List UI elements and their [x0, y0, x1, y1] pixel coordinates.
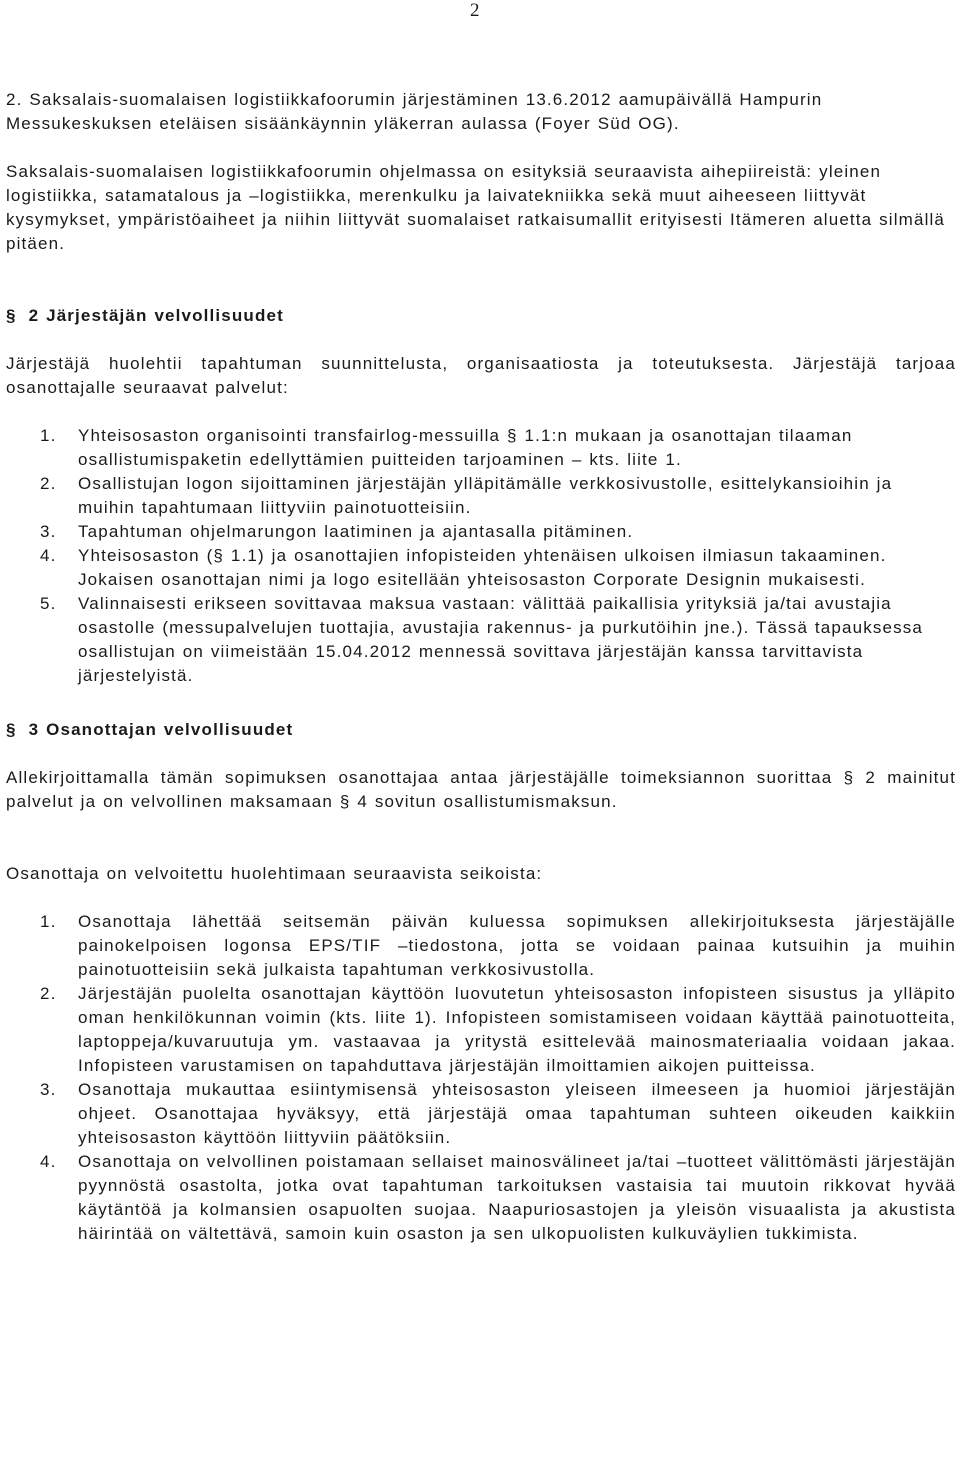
page-number: 2: [470, 0, 480, 21]
list-item-number: 1.: [40, 912, 57, 931]
list-item-number: 2.: [40, 984, 57, 1003]
list-item: [40, 424, 956, 472]
list-item-text: Yhteisosaston organisointi transfairlog-messuilla § 1.1:n mukaan ja osanottajan tilaaman osallistumispaketin edellyttämien puitteiden tarjoaminen – kts. liite 1.: [78, 426, 853, 469]
organizer-duties-list: [6, 424, 956, 688]
list-item-text: Osanottaja mukauttaa esiintymisensä yhteisosaston yleiseen ilmeeseen ja huomioi järjestäjän ohjeet. Osanottajaa hyväksyy, että järjestäjä omaa tapahtuman suhteen oikeuden kaikkiin yhteisosaston käyttöön liittyviin päätöksiin.: [78, 1080, 956, 1147]
section-mark: §: [6, 306, 17, 325]
section-2-intro: Järjestäjä huolehtii tapahtuman suunnittelusta, organisaatiosta ja toteutuksesta. Järjestäjä tarjoaa osanottajalle seuraavat palvelut:: [6, 354, 956, 397]
section-mark: §: [6, 720, 17, 739]
intro-paragraph: Saksalais-suomalaisen logistiikkafoorumin ohjelmassa on esityksiä seuraavista aihepiireistä: yleinen logistiikka, satamatalous ja –logistiikka, merenkulku ja laivatekniikka sekä muut aiheeseen liittyvät kysymykset, ympäristöaiheet ja niihin liittyvät suomalaiset ratkaisumallit erityisesti Itämeren aluetta silmällä pitäen.: [6, 162, 946, 253]
obligations-intro: Osanottaja on velvoitettu huolehtimaan seuraavista seikoista:: [6, 864, 543, 883]
list-item: [40, 910, 956, 982]
list-item: [40, 520, 956, 544]
participant-obligations-list: [6, 910, 956, 1246]
list-item-number: 2.: [40, 474, 57, 493]
list-item-number: 3.: [40, 1080, 57, 1099]
list-item: [40, 1150, 956, 1246]
list-item-number: 3.: [40, 522, 57, 541]
list-item-text: Osanottaja lähettää seitsemän päivän kuluessa sopimuksen allekirjoituksesta järjestäjälle painokelpoisen logonsa EPS/TIF –tiedostona, jotta se voidaan painaa kutsuihin ja muihin painotuotteisiin sekä julkaista tapahtuman verkkosivustolla.: [78, 912, 956, 979]
list-item: [40, 472, 956, 520]
section-3-paragraph: Allekirjoittamalla tämän sopimuksen osanottajaa antaa järjestäjälle toimeksiannon suorittaa § 2 mainitut palvelut ja on velvollinen maksamaan § 4 sovitun osallistumismaksun.: [6, 768, 956, 811]
list-item-number: 4.: [40, 546, 57, 565]
list-item-number: 5.: [40, 594, 57, 613]
list-item: [40, 592, 956, 688]
section-3-title: 3 Osanottajan velvollisuudet: [28, 720, 294, 739]
list-item: [40, 982, 956, 1078]
list-item-number: 4.: [40, 1152, 57, 1171]
list-item-text: Osanottaja on velvollinen poistamaan sellaiset mainosvälineet ja/tai –tuotteet välittömästi järjestäjän pyynnöstä osastolta, jotka ovat tapahtuman tarkoituksen vastaisia tai muutoin rikkovat hyvää käytäntöä ja kolmansien osapuolten suojaa. Naapuriosastojen ja yleisön visuaalista ja akustista häirintää on vältettävä, samoin kuin osaston ja sen ulkopuolisten kulkuväylien tukkimista.: [78, 1152, 956, 1243]
intro-title: 2. Saksalais-suomalaisen logistiikkafoorumin järjestäminen 13.6.2012 aamupäivällä Hampurin Messukeskuksen eteläisen sisäänkäynnin yläkerran aulassa (Foyer Süd OG).: [6, 90, 823, 133]
section-2-heading: [6, 304, 956, 328]
section-3-heading: [6, 718, 956, 742]
list-item-text: Tapahtuman ohjelmarungon laatiminen ja ajantasalla pitäminen.: [78, 522, 634, 541]
section-2-title: 2 Järjestäjän velvollisuudet: [28, 306, 284, 325]
document-body: [6, 88, 956, 1246]
list-item-text: Osallistujan logon sijoittaminen järjestäjän ylläpitämälle verkkosivustolle, esittelykansioihin ja muihin tapahtumaan liittyviin painotuotteisiin.: [78, 474, 893, 517]
list-item: [40, 1078, 956, 1150]
list-item-text: Yhteisosaston (§ 1.1) ja osanottajien infopisteiden yhtenäisen ulkoisen ilmiasun takaaminen. Jokaisen osanottajan nimi ja logo esitellään yhteisosaston Corporate Designin mukaisesti.: [78, 546, 887, 589]
list-item: [40, 544, 956, 592]
list-item-text: Järjestäjän puolelta osanottajan käyttöön luovutetun yhteisosaston infopisteen sisustus ja ylläpito oman henkilökunnan voimin (kts. liite 1). Infopisteen somistamiseen voidaan käyttää painotuotteita, laptoppeja/kuvaruutuja ym. vastaavaa ja yritystä esittelevää mainosmateriaalia voidaan jakaa. Infopisteen varustamisen on tapahduttava järjestäjän ilmoittamien aikojen puitteissa.: [78, 984, 956, 1075]
list-item-text: Valinnaisesti erikseen sovittavaa maksua vastaan: välittää paikallisia yrityksiä ja/tai avustajia osastolle (messupalvelujen tuottajia, avustajia rakennus- ja purkutöihin jne.). Tässä tapauksessa osallistujan on viimeistään 15.04.2012 mennessä sovittava järjestäjän kanssa tarvittavista järjestelyistä.: [78, 594, 924, 685]
list-item-number: 1.: [40, 426, 57, 445]
